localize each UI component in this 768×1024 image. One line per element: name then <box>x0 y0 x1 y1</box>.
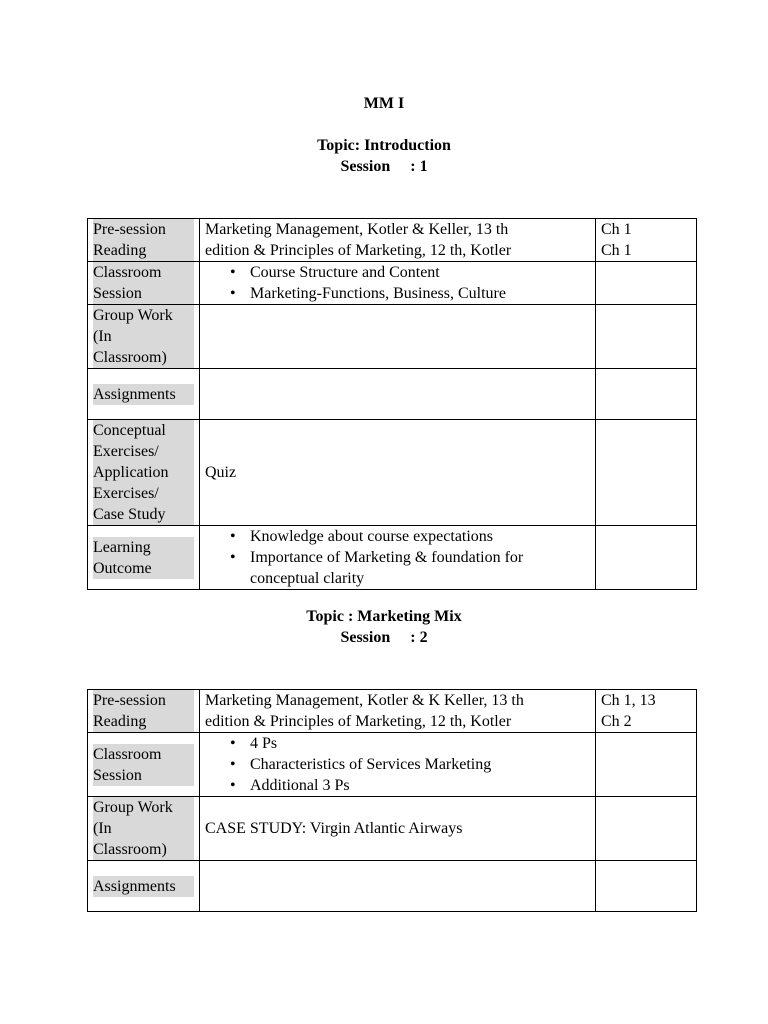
row-content <box>200 305 596 369</box>
row-reference <box>596 305 697 369</box>
row-label-line: Group Work <box>93 797 194 818</box>
session-2-heading <box>0 606 768 648</box>
row-label-line: Learning <box>93 537 194 558</box>
list-item: • Additional 3 Ps <box>250 775 590 796</box>
row-label <box>88 861 200 912</box>
row-label-line: Group Work <box>93 305 194 326</box>
row-reference <box>596 369 697 420</box>
session-2-table <box>87 689 697 912</box>
table-row <box>88 861 697 912</box>
row-reference <box>596 861 697 912</box>
row-label <box>88 305 200 369</box>
row-label-line: Reading <box>93 240 194 261</box>
row-content <box>200 262 596 305</box>
row-reference <box>596 420 697 526</box>
row-label-line: Session <box>93 765 194 786</box>
row-label-line: Outcome <box>93 558 194 579</box>
row-label-line: Pre-session <box>93 690 194 711</box>
row-content <box>200 733 596 797</box>
list-item: • Characteristics of Services Marketing <box>250 754 590 775</box>
topic-title: Topic : Marketing Mix <box>306 608 462 625</box>
row-content: Quiz <box>200 420 596 526</box>
list-item: • Course Structure and Content <box>250 262 590 283</box>
row-label <box>88 219 200 262</box>
chapter-reference: Ch 2 <box>601 713 632 730</box>
table-row <box>88 526 697 590</box>
row-label <box>88 690 200 733</box>
row-label <box>88 526 200 590</box>
row-reference <box>596 219 697 262</box>
table-row <box>88 262 697 305</box>
row-reference <box>596 690 697 733</box>
topic-title: Topic: Introduction <box>317 137 451 154</box>
content-line: edition & Principles of Marketing, 12 th, Kotler <box>205 713 512 730</box>
list-item: • 4 Ps <box>250 733 590 754</box>
bullet-list <box>205 262 590 304</box>
row-reference <box>596 797 697 861</box>
table-row <box>88 733 697 797</box>
row-reference <box>596 526 697 590</box>
table-row <box>88 690 697 733</box>
row-label-line: (In <box>93 326 194 347</box>
row-label-line: Classroom <box>93 262 194 283</box>
row-label <box>88 262 200 305</box>
content-line: Marketing Management, Kotler & K Keller, 13 th <box>205 692 524 709</box>
row-label <box>88 420 200 526</box>
row-label-line: Reading <box>93 711 194 732</box>
content-line: Marketing Management, Kotler & Keller, 13 th <box>205 221 509 238</box>
row-reference <box>596 262 697 305</box>
chapter-reference: Ch 1 <box>601 221 632 238</box>
row-label-line: Conceptual <box>93 420 194 441</box>
table-row <box>88 797 697 861</box>
table-row <box>88 305 697 369</box>
row-label-line: Classroom <box>93 744 194 765</box>
row-content <box>200 526 596 590</box>
row-content: CASE STUDY: Virgin Atlantic Airways <box>200 797 596 861</box>
chapter-reference: Ch 1, 13 <box>601 692 656 709</box>
row-label-line: Exercises/ <box>93 441 194 462</box>
row-label-line: Assignments <box>93 384 194 405</box>
row-label-line: Exercises/ <box>93 483 194 504</box>
row-content <box>200 369 596 420</box>
row-content <box>200 861 596 912</box>
document-title: MM I <box>363 95 405 112</box>
row-label-line: (In <box>93 818 194 839</box>
row-content <box>200 690 596 733</box>
content-line: edition & Principles of Marketing, 12 th, Kotler <box>205 242 512 259</box>
row-label <box>88 797 200 861</box>
session-number: Session : 2 <box>340 629 428 646</box>
list-item: • Importance of Marketing & foundation for conceptual clarity <box>250 547 590 589</box>
table-row <box>88 219 697 262</box>
session-number: Session : 1 <box>340 158 428 175</box>
row-label-line: Application <box>93 462 194 483</box>
row-label <box>88 733 200 797</box>
row-label-line: Assignments <box>93 876 194 897</box>
list-item: • Marketing-Functions, Business, Culture <box>250 283 590 304</box>
row-content <box>200 219 596 262</box>
row-label-line: Session <box>93 283 194 304</box>
row-label-line: Classroom) <box>93 347 194 368</box>
table-row <box>88 369 697 420</box>
list-item: • Knowledge about course expectations <box>250 526 590 547</box>
bullet-list <box>205 733 590 796</box>
row-label-line: Classroom) <box>93 839 194 860</box>
session-1-table <box>87 218 697 590</box>
table-row <box>88 420 697 526</box>
bullet-list <box>205 526 590 589</box>
row-reference <box>596 733 697 797</box>
row-label-line: Case Study <box>93 504 194 525</box>
row-label-line: Pre-session <box>93 219 194 240</box>
session-1-heading <box>0 135 768 177</box>
chapter-reference: Ch 1 <box>601 242 632 259</box>
row-label <box>88 369 200 420</box>
